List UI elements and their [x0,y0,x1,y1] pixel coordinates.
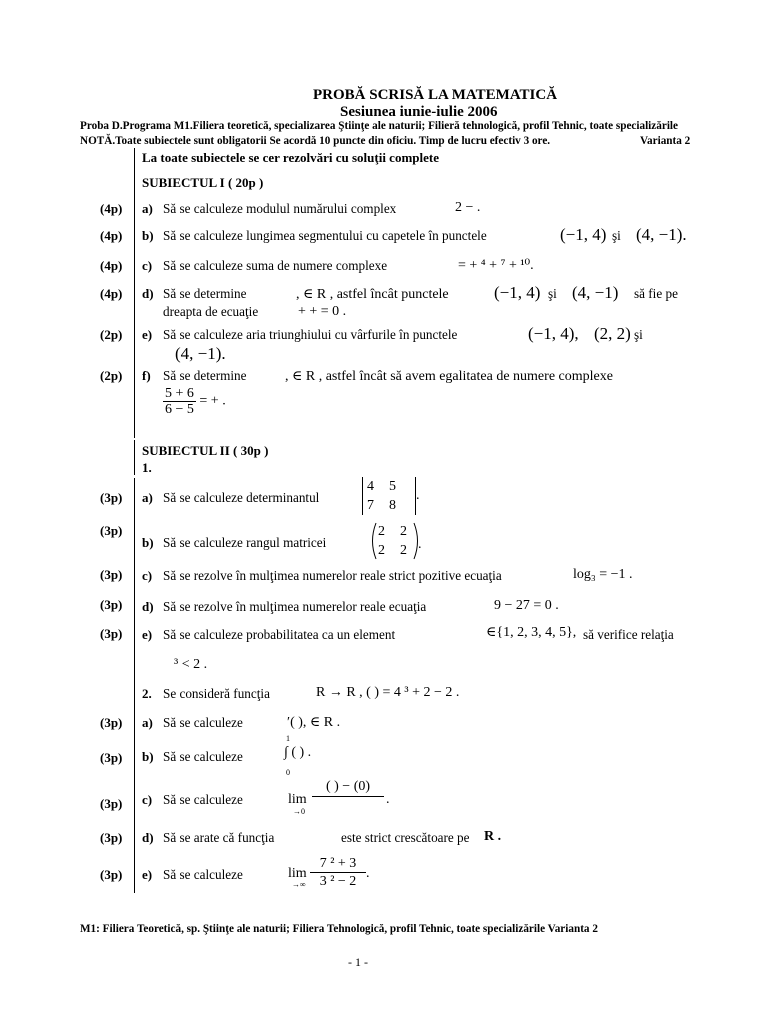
integral-lower: 0 [286,768,290,777]
item-points: (3p) [100,867,123,882]
item-label: d) [142,286,154,301]
part2-text: Se consideră funcţia [163,686,270,701]
item-label: e) [142,327,153,342]
item-points: (4p) [100,228,123,243]
fraction-numerator: 5 + 6 [165,386,194,401]
item-math: , ∈ R , astfel încât să avem egalitatea de numere complexe [285,369,613,384]
item-text: Să se calculeze modulul numărului complex [163,201,397,216]
item-points: (2p) [100,368,123,383]
item-text: Să se calculeze [163,792,243,807]
item-math: ∫ ( ) . [284,745,312,760]
fraction-denominator: 6 − 5 [165,402,194,417]
item-math: este strict crescătoare pe [341,830,470,845]
item-text: Să se calculeze determinantul [163,490,320,505]
item-math: ∈{1, 2, 3, 4, 5}, [486,625,577,640]
item-math: , ∈ R , astfel încât punctele [296,287,449,302]
limit-numerator: ( ) − (0) [312,778,384,797]
det-cell: 7 [367,498,374,513]
item-label: b) [142,228,154,243]
item-label: c) [142,792,153,807]
part1-label: 1. [142,460,152,475]
matrix-cell: 2 [378,543,385,558]
matrix-cell: 2 [400,543,407,558]
item-points: (3p) [100,626,123,641]
item-points: (4p) [100,258,123,273]
point-coord: (4, −1). [636,225,687,244]
item-text: Să se calculeze [163,867,243,882]
item-label: a) [142,490,153,505]
exam-title: PROBĂ SCRISĂ LA MATEMATICĂ [313,87,558,103]
reals-symbol: R . [484,829,502,844]
item-end: . [418,537,422,552]
left-rule [134,148,135,438]
point-coord: (−1, 4), [528,324,579,343]
item-points: (3p) [100,796,123,811]
item-end: . [366,866,370,881]
matrix-cell: 2 [378,524,385,539]
left-rule [134,440,135,475]
point-coord: (2, 2) [594,324,631,343]
det-cell: 4 [367,479,374,494]
limit-subscript: →∞ [292,880,306,889]
item-points: (3p) [100,750,123,765]
limit-symbol: lim [288,866,307,881]
item-points: (3p) [100,523,123,538]
limit-subscript: →0 [293,807,305,816]
point-coord: (4, −1) [572,283,619,302]
item-math: ′( ), ∈ R . [287,715,341,730]
matrix [378,522,414,560]
footer-line: M1: Filiera Teoretică, sp. Ştiinţe ale naturii; Filiera Tehnologică, profil Tehnic, toate specializările Varianta 2 [80,923,598,935]
item-text: Să se arate că funcţia [163,830,275,845]
item-end: . [416,488,420,504]
item-text: Să se rezolve în mulţimea numerelor reale ecuaţia [163,599,427,614]
item-points: (3p) [100,715,123,730]
matrix-cell: 2 [400,524,407,539]
point-coord: (4, −1). [175,344,226,363]
fraction-tail: = + . [199,393,226,409]
item-text: Să se determine [163,286,247,301]
item-eq: + + = 0 . [298,304,347,319]
item-tail: să verifice relaţia [583,627,674,642]
item-text: Să se calculeze [163,715,243,730]
item-math: 2 − . [455,200,481,215]
subject1-heading: SUBIECTUL I ( 20p ) [142,175,264,190]
item-label: d) [142,599,154,614]
item-text: Să se calculeze probabilitatea ca un element [163,627,396,642]
part2-label: 2. [142,686,152,701]
item-line2: dreapta de ecuaţie [163,304,259,319]
note-line: NOTĂ.Toate subiectele sunt obligatorii Se acordă 10 puncte din oficiu. Timp de lucru efectiv 3 ore. [80,135,551,147]
item-tail: să fie pe [634,286,678,301]
page-number: - 1 - [348,955,368,969]
item-math: = + ⁴ + ⁷ + ¹⁰. [458,258,534,273]
item-points: (3p) [100,597,123,612]
item-text: Să se calculeze suma de numere complexe [163,258,388,273]
limit-symbol: lim [288,792,307,807]
conj-and: şi [634,327,643,342]
session-line: Sesiunea iunie-iulie 2006 [340,104,498,120]
program-line: Proba D.Programa M1.Filiera teoretică, specializarea Ştiinţe ale naturii; Filieră tehnologică, profil Tehnic, toate specializările [80,120,678,132]
item-end: . [386,792,390,807]
point-coord: (−1, 4) [494,283,541,302]
item-points: (4p) [100,286,123,301]
det-cell: 8 [389,498,396,513]
item-text: Să se calculeze lungimea segmentului cu capetele în punctele [163,228,487,243]
item-line2: ³ < 2 . [174,657,208,672]
item-label: d) [142,830,154,845]
item-points: (3p) [100,490,123,505]
item-points: (3p) [100,567,123,582]
det-cell: 5 [389,479,396,494]
point-coord: (−1, 4) [560,225,607,244]
item-label: b) [142,535,154,550]
item-text: Să se calculeze [163,749,243,764]
conj-and: şi [548,286,557,301]
limit-numerator: 7 ² + 3 [310,855,366,873]
determinant [362,477,420,515]
item-label: b) [142,749,154,764]
conj-and: şi [612,228,621,243]
part2-math: R → R , ( ) = 4 ³ + 2 − 2 . [316,685,460,700]
subject2-heading: SUBIECTUL II ( 30p ) [142,443,269,458]
item-label: c) [142,568,153,583]
item-text: Să se calculeze rangul matricei [163,535,327,550]
limit-denominator: 3 ² − 2 [319,874,357,889]
item-text: Să se rezolve în mulţimea numerelor reale strict pozitive ecuaţia [163,568,502,583]
integral-upper: 1 [286,734,290,743]
item-points: (3p) [100,830,123,845]
item-math: log₃ = −1 . [573,567,633,582]
item-points: (4p) [100,201,123,216]
item-label: a) [142,201,153,216]
intro-text: La toate subiectele se cer rezolvări cu soluţii complete [142,150,439,165]
item-math: 9 − 27 = 0 . [494,598,559,613]
item-points: (2p) [100,327,123,342]
item-label: a) [142,715,153,730]
item-label: f) [142,368,151,383]
item-label: e) [142,627,153,642]
variant-label: Varianta 2 [640,135,691,147]
item-label: c) [142,258,153,273]
fraction [163,386,226,417]
left-rule [134,478,135,893]
item-text: Să se determine [163,368,247,383]
item-text: Să se calculeze aria triunghiului cu vârfurile în punctele [163,327,458,342]
item-label: e) [142,867,153,882]
